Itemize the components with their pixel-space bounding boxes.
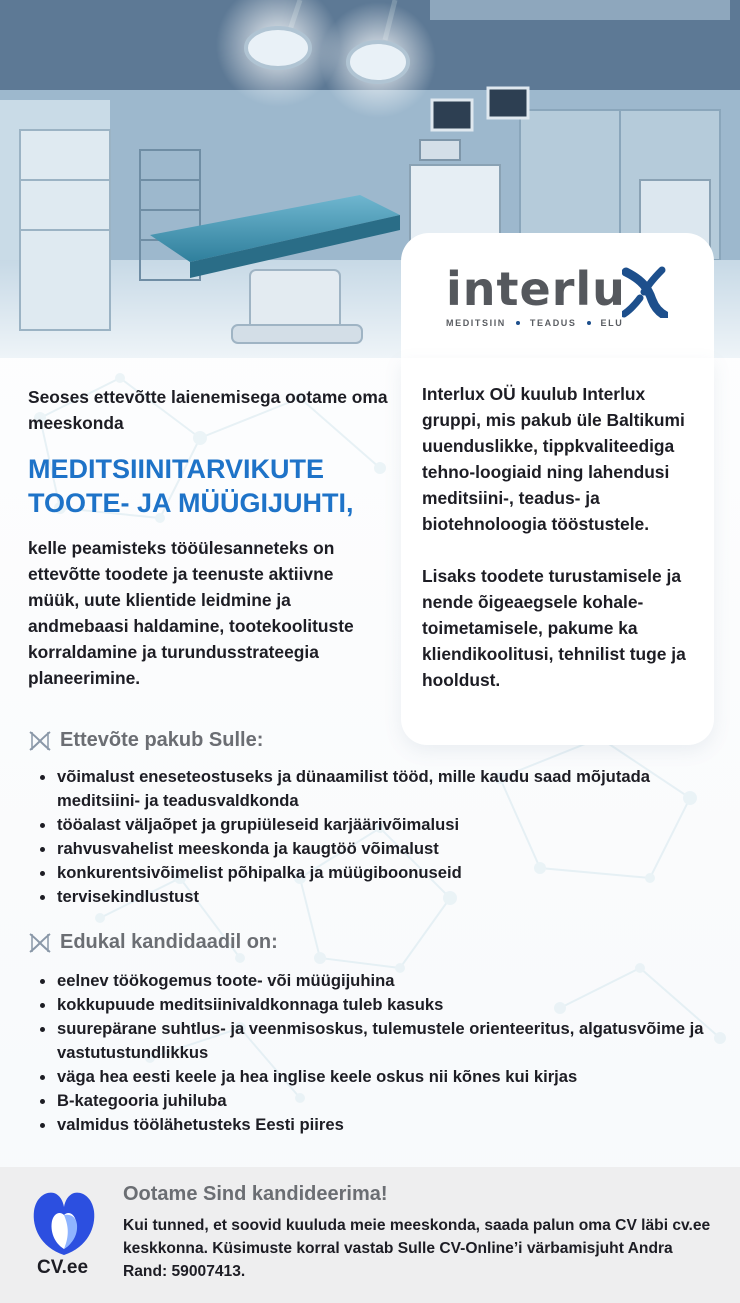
company-info-paragraph-1: Interlux OÜ kuulub Interlux gruppi, mis pakub üle Baltikumi uuenduslikke, tippkvaliteediga tehno-loogiaid ning lahendusi meditsiini-, teadus- ja biotehnoloogia tööstustele. — [422, 384, 685, 534]
interlux-logo-wordmark: interlu — [446, 262, 626, 316]
list-item: rahvusvahelist meeskonda ja kaugtöö võimalust — [38, 837, 718, 861]
list-item: eelnev töökogemus toote- või müügijuhina — [38, 969, 718, 993]
tagline-teadus: TEADUS — [529, 318, 577, 328]
tagline-elu: ELU — [600, 318, 624, 328]
tagline-meditsiin: MEDITSIIN — [446, 318, 506, 328]
list-item: konkurentsivõimelist põhipalka ja müügiboonuseid — [38, 861, 718, 885]
requirements-list — [38, 969, 718, 1137]
offers-title-label: Ettevõte pakub Sulle: — [60, 729, 264, 751]
tagline-dot — [516, 321, 520, 325]
offers-section-title — [28, 729, 263, 752]
list-item: võimalust eneseteostuseks ja dünaamilist tööd, mille kaudu saad mõjutada meditsiini- ja teadusvaldkonda — [38, 765, 718, 813]
dna-icon — [28, 932, 52, 954]
list-item: kokkupuude meditsiinivaldkonnaga tuleb kasuks — [38, 993, 718, 1017]
logo-tagline — [446, 318, 646, 328]
requirements-section-title — [28, 931, 278, 954]
intro-text: Seoses ettevõtte laienemisega ootame oma meeskonda — [28, 387, 388, 433]
list-item: suurepärane suhtlus- ja veenmisoskus, tulemustele orienteeritus, algatusvõime ja vastutustundlikkus — [38, 1017, 718, 1065]
job-title-headline: MEDITSIINITARVIKUTE TOOTE- JA MÜÜGIJUHTI, — [28, 454, 354, 518]
list-item: tervisekindlustust — [38, 885, 718, 909]
company-info-text — [422, 381, 707, 693]
tagline-dot — [587, 321, 591, 325]
list-item: valmidus töölähetusteks Eesti piires — [38, 1113, 718, 1137]
dna-icon — [28, 730, 52, 752]
cv-logo-icon[interactable] — [30, 1187, 98, 1257]
list-item: tööalast väljaõpet ja grupiüleseid karjäärivõimalusi — [38, 813, 718, 837]
job-description: kelle peamisteks tööülesanneteks on ettevõtte toodete ja teenuste aktiivne müük, uute klientide leidmine ja andmebaasi haldamine, tootekoolituste korraldamine ja turundusstrateegia planeerimine. — [28, 538, 354, 688]
footer-title: Ootame Sind kandideerima! — [123, 1183, 388, 1205]
list-item: B-kategooria juhiluba — [38, 1089, 718, 1113]
footer-contact-text: Kui tunned, et soovid kuuluda meie meeskonda, saada palun oma CV läbi cv.ee keskkonna. Küsimuste korral vastab Sulle CV-Online’i värbamisjuht Andra Rand: 59007413. — [123, 1217, 711, 1280]
cv-logo-label: CV.ee — [37, 1257, 89, 1278]
offers-list — [38, 765, 718, 909]
requirements-title-label: Edukal kandidaadil on: — [60, 931, 278, 953]
list-item: väga hea eesti keele ja hea inglise keele oskus nii kõnes kui kirjas — [38, 1065, 718, 1089]
interlux-x-mark — [622, 266, 668, 318]
company-info-paragraph-2: Lisaks toodete turustamisele ja nende õigeaegsele kohale-toimetamisele, pakume ka kliendikoolitusi, tehnilist tuge ja hooldust. — [422, 566, 686, 690]
